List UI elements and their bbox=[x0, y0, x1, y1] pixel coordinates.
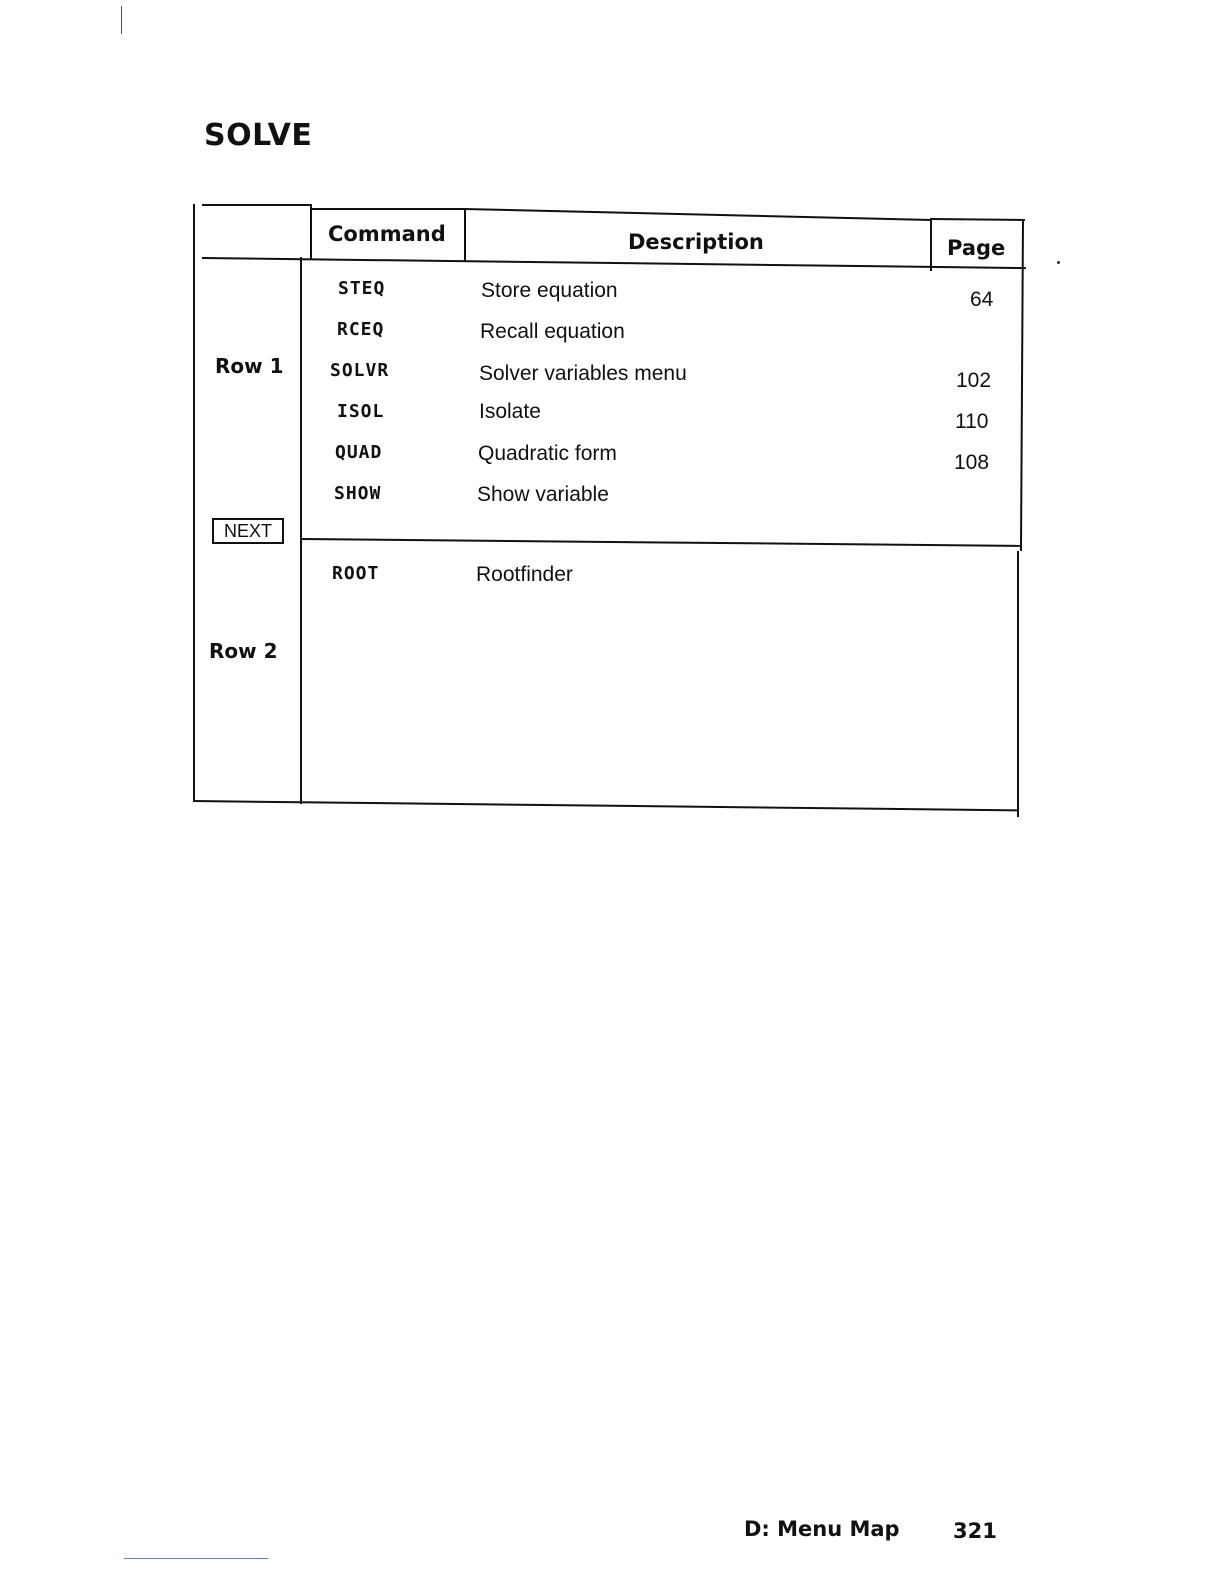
command-cell: QUAD bbox=[335, 442, 383, 463]
page-title: SOLVE bbox=[204, 118, 313, 153]
description-cell: Show variable bbox=[477, 483, 609, 506]
table-border-right-lower bbox=[1017, 551, 1019, 817]
table-border-top-left bbox=[202, 204, 312, 206]
scan-margin-mark bbox=[121, 6, 122, 34]
page-header-top bbox=[930, 218, 1025, 221]
command-header-left-border bbox=[310, 206, 312, 259]
table-border-bottom bbox=[193, 800, 1019, 811]
page-cell: 64 bbox=[970, 288, 994, 311]
bottom-edge-rule bbox=[124, 1558, 268, 1559]
row-2-label: Row 2 bbox=[209, 639, 278, 663]
description-cell: Rootfinder bbox=[476, 563, 573, 586]
row-divider bbox=[302, 538, 1020, 547]
command-header-top bbox=[310, 208, 465, 210]
next-key: NEXT bbox=[212, 518, 284, 544]
description-cell: Isolate bbox=[479, 400, 541, 423]
scan-speck bbox=[1057, 261, 1060, 264]
command-header-right-border bbox=[464, 208, 466, 262]
description-header-top bbox=[464, 208, 932, 221]
command-column-header: Command bbox=[328, 222, 446, 246]
description-header-right-border bbox=[930, 218, 932, 271]
row-1-label: Row 1 bbox=[215, 354, 284, 378]
page-cell: 108 bbox=[954, 451, 990, 474]
command-cell: STEQ bbox=[338, 278, 386, 299]
description-cell: Recall equation bbox=[480, 320, 625, 343]
page-column-header: Page bbox=[947, 236, 1006, 260]
command-cell: SHOW bbox=[334, 483, 382, 504]
command-cell: ISOL bbox=[337, 401, 385, 422]
footer-section-title: D: Menu Map bbox=[744, 1517, 900, 1541]
command-cell: RCEQ bbox=[337, 319, 385, 340]
menu-map-table bbox=[193, 204, 1025, 816]
description-cell: Quadratic form bbox=[478, 442, 617, 465]
header-bottom-rule bbox=[202, 257, 1026, 269]
table-border-left bbox=[193, 204, 195, 802]
command-cell: ROOT bbox=[332, 563, 380, 584]
description-cell: Solver variables menu bbox=[479, 362, 687, 385]
footer-page-number: 321 bbox=[953, 1519, 997, 1543]
page-cell: 102 bbox=[956, 369, 992, 392]
description-cell: Store equation bbox=[481, 279, 618, 302]
command-cell: SOLVR bbox=[330, 360, 390, 381]
table-border-right bbox=[1020, 220, 1024, 551]
row-label-column-border bbox=[300, 257, 302, 804]
page-cell: 110 bbox=[955, 410, 989, 433]
description-column-header: Description bbox=[628, 230, 764, 254]
